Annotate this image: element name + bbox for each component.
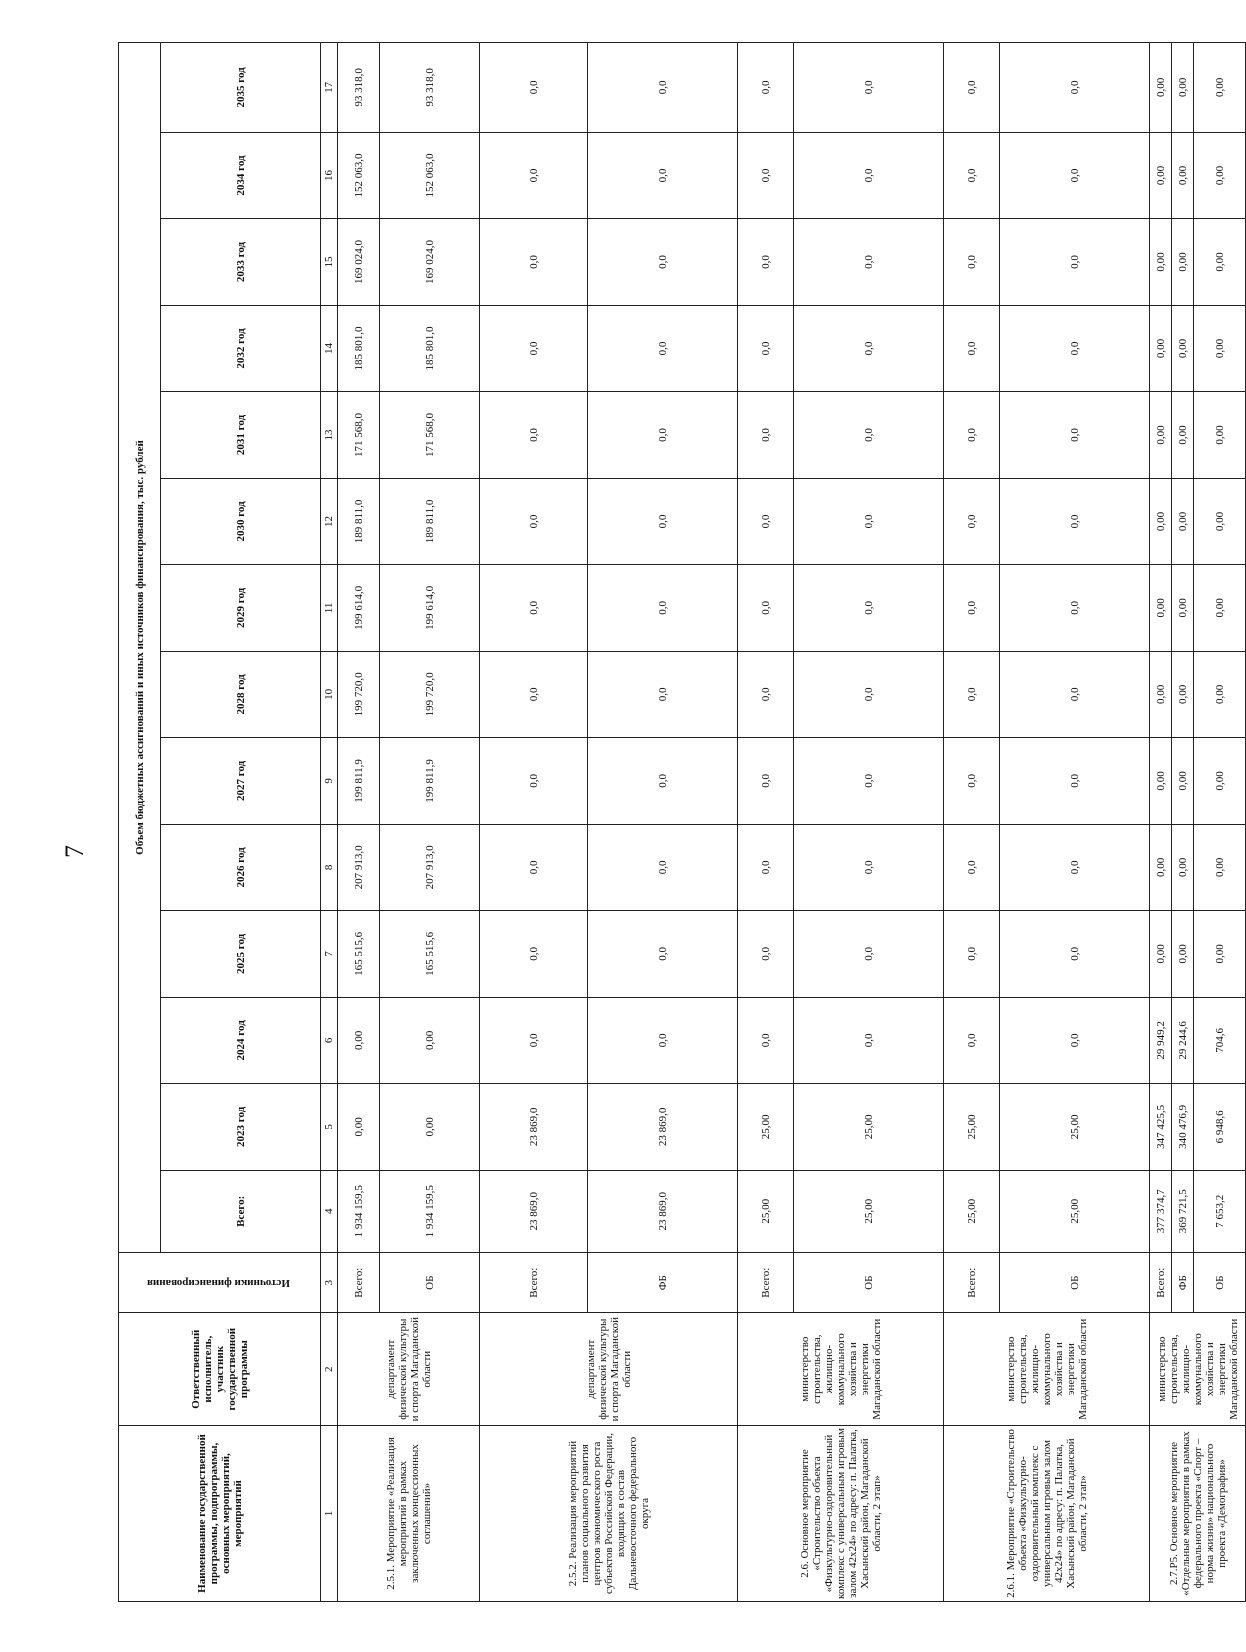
amount-cell: 0,0: [1000, 392, 1150, 478]
col-header-year: 2024 год: [161, 997, 321, 1083]
amount-cell: 25,00: [738, 1084, 794, 1170]
amount-cell: 93 318,0: [380, 43, 480, 133]
amount-cell: 0,0: [588, 911, 738, 997]
amount-cell: 0,00: [1194, 478, 1246, 564]
page-number: 7: [60, 845, 89, 858]
amount-cell: 0,0: [944, 911, 1000, 997]
row-executor: министерство строительства, жилищно-коммунального хозяйства и энергетики Магаданской области: [1150, 1313, 1246, 1426]
amount-cell: 189 811,0: [338, 478, 380, 564]
amount-cell: 0,0: [738, 651, 794, 737]
amount-cell: 0,00: [1194, 219, 1246, 305]
amount-cell: 0,00: [1194, 132, 1246, 218]
amount-cell: 0,0: [738, 911, 794, 997]
amount-cell: 25,00: [1000, 1084, 1150, 1170]
row-source: Всего:: [1150, 1253, 1172, 1313]
amount-cell: 0,00: [1150, 43, 1172, 133]
amount-cell: 0,0: [480, 651, 588, 737]
amount-cell: 6 948,6: [1194, 1084, 1246, 1170]
amount-cell: 0,0: [480, 132, 588, 218]
row-source: ОБ: [794, 1253, 944, 1313]
row-source: ОБ: [1194, 1253, 1246, 1313]
amount-cell: 25,00: [944, 1170, 1000, 1252]
amount-cell: 169 024,0: [338, 219, 380, 305]
table-row: [338, 43, 380, 1602]
column-number: 16: [321, 132, 338, 218]
col-header-year: 2033 год: [161, 219, 321, 305]
amount-cell: 0,00: [1194, 392, 1246, 478]
amount-cell: 0,0: [738, 305, 794, 391]
amount-cell: 0,0: [480, 565, 588, 651]
amount-cell: 23 869,0: [588, 1084, 738, 1170]
col-header-executor: Ответственный исполнитель, участник государственной программы: [119, 1313, 321, 1426]
col-header-year: 2032 год: [161, 305, 321, 391]
amount-cell: 0,0: [794, 392, 944, 478]
amount-cell: 169 024,0: [380, 219, 480, 305]
amount-cell: 25,00: [1000, 1170, 1150, 1252]
col-header-year: 2023 год: [161, 1084, 321, 1170]
amount-cell: 0,0: [480, 478, 588, 564]
amount-cell: 207 913,0: [380, 824, 480, 910]
amount-cell: 0,0: [480, 219, 588, 305]
amount-cell: 0,00: [1150, 911, 1172, 997]
row-source: ОБ: [1000, 1253, 1150, 1313]
amount-cell: 25,00: [794, 1084, 944, 1170]
column-number: 9: [321, 738, 338, 824]
col-header-year: 2025 год: [161, 911, 321, 997]
row-source: ОБ: [380, 1253, 480, 1313]
column-number: 13: [321, 392, 338, 478]
amount-cell: 0,0: [480, 392, 588, 478]
amount-cell: 0,0: [480, 911, 588, 997]
amount-cell: 93 318,0: [338, 43, 380, 133]
col-header-year: 2031 год: [161, 392, 321, 478]
amount-cell: 0,00: [1194, 43, 1246, 133]
amount-cell: 0,0: [480, 43, 588, 133]
row-item-name: 2.5.2. Реализация мероприятий планов социального развития центров экономического роста субъектов Российской Федерации, входящих в состав Дальневосточного федерального округа: [480, 1426, 738, 1602]
column-number: 6: [321, 997, 338, 1083]
amount-cell: 185 801,0: [380, 305, 480, 391]
amount-cell: 0,0: [944, 651, 1000, 737]
amount-cell: 199 811,9: [338, 738, 380, 824]
amount-cell: 347 425,5: [1150, 1084, 1172, 1170]
amount-cell: 0,0: [944, 132, 1000, 218]
column-number: 15: [321, 219, 338, 305]
amount-cell: 29 949,2: [1150, 997, 1172, 1083]
row-item-name: 2.7.Р5. Основное мероприятие «Отдельные мероприятия в рамках федерального проекта «Спорт – норма жизни» национального проекта «Демография»: [1150, 1426, 1246, 1602]
col-header-year: 2035 год: [161, 43, 321, 133]
amount-cell: 0,00: [1150, 651, 1172, 737]
amount-cell: 152 063,0: [338, 132, 380, 218]
amount-cell: 0,0: [1000, 824, 1150, 910]
col-header-year: 2030 год: [161, 478, 321, 564]
amount-cell: 0,0: [738, 392, 794, 478]
amount-cell: 0,0: [738, 824, 794, 910]
amount-cell: 0,0: [944, 43, 1000, 133]
amount-cell: 0,0: [738, 43, 794, 133]
column-number: 14: [321, 305, 338, 391]
amount-cell: 0,0: [588, 565, 738, 651]
amount-cell: 29 244,6: [1172, 997, 1194, 1083]
amount-cell: 0,0: [588, 738, 738, 824]
amount-cell: 0,0: [794, 43, 944, 133]
rotated-table-wrapper: [118, 42, 1240, 1602]
amount-cell: 0,0: [944, 738, 1000, 824]
column-number: 10: [321, 651, 338, 737]
table-row: [944, 43, 1000, 1602]
amount-cell: 199 720,0: [338, 651, 380, 737]
row-item-name: 2.6.1. Мероприятие «Строительство объекта «Физкультурно-оздоровительный комплекс с универсальным игровым залом 42х24» по адресу: п. Палатка, Хасынский район, Магаданской области, 2 этап»: [944, 1426, 1150, 1602]
amount-cell: 0,00: [1150, 392, 1172, 478]
col-header-group: Объем бюджетных ассигнований и иных источников финансирования, тыс. рублей: [119, 43, 161, 1253]
row-executor: министерство строительства, жилищно-коммунального хозяйства и энергетики Магаданской области: [738, 1313, 944, 1426]
financing-table: [118, 42, 1246, 1602]
amount-cell: 0,0: [588, 997, 738, 1083]
amount-cell: 1 934 159,5: [338, 1170, 380, 1252]
amount-cell: 0,0: [738, 565, 794, 651]
row-executor: департамент физической культуры и спорта Магаданской области: [480, 1313, 738, 1426]
amount-cell: 0,00: [1150, 738, 1172, 824]
amount-cell: 0,00: [1150, 132, 1172, 218]
amount-cell: 0,0: [1000, 478, 1150, 564]
amount-cell: 0,00: [1172, 911, 1194, 997]
amount-cell: 377 374,7: [1150, 1170, 1172, 1252]
amount-cell: 0,0: [1000, 565, 1150, 651]
row-source: ФБ: [1172, 1253, 1194, 1313]
amount-cell: 0,0: [738, 478, 794, 564]
row-executor: министерство строительства, жилищно-коммунального хозяйства и энергетики Магаданской области: [944, 1313, 1150, 1426]
amount-cell: 171 568,0: [338, 392, 380, 478]
amount-cell: 0,0: [588, 43, 738, 133]
amount-cell: 0,0: [794, 651, 944, 737]
row-source: Всего:: [944, 1253, 1000, 1313]
amount-cell: 0,0: [480, 305, 588, 391]
amount-cell: 0,0: [794, 219, 944, 305]
amount-cell: 171 568,0: [380, 392, 480, 478]
amount-cell: 0,0: [944, 392, 1000, 478]
amount-cell: 0,0: [588, 651, 738, 737]
amount-cell: 0,00: [1172, 219, 1194, 305]
amount-cell: 25,00: [738, 1170, 794, 1252]
col-header-year: 2028 год: [161, 651, 321, 737]
amount-cell: 0,0: [944, 565, 1000, 651]
column-number: 1: [321, 1426, 338, 1602]
col-header-total: Всего:: [161, 1170, 321, 1252]
amount-cell: 0,00: [1194, 305, 1246, 391]
amount-cell: 0,0: [794, 305, 944, 391]
amount-cell: 23 869,0: [480, 1170, 588, 1252]
amount-cell: 207 913,0: [338, 824, 380, 910]
amount-cell: 199 614,0: [338, 565, 380, 651]
amount-cell: 152 063,0: [380, 132, 480, 218]
amount-cell: 0,0: [1000, 997, 1150, 1083]
column-number: 5: [321, 1084, 338, 1170]
amount-cell: 199 811,9: [380, 738, 480, 824]
col-header-source: [119, 1253, 321, 1313]
amount-cell: 25,00: [794, 1170, 944, 1252]
amount-cell: 0,0: [588, 478, 738, 564]
amount-cell: 0,00: [1172, 478, 1194, 564]
amount-cell: 23 869,0: [480, 1084, 588, 1170]
row-source: Всего:: [338, 1253, 380, 1313]
amount-cell: 0,00: [1194, 651, 1246, 737]
amount-cell: 0,0: [944, 305, 1000, 391]
row-item-name: 2.5.1. Мероприятие «Реализация мероприятий в рамках заключенных концессионных соглашений»: [338, 1426, 480, 1602]
amount-cell: 0,00: [1172, 824, 1194, 910]
amount-cell: 0,00: [1150, 478, 1172, 564]
amount-cell: 23 869,0: [588, 1170, 738, 1252]
amount-cell: 0,0: [794, 565, 944, 651]
amount-cell: 0,0: [738, 132, 794, 218]
amount-cell: 25,00: [944, 1084, 1000, 1170]
column-number: 2: [321, 1313, 338, 1426]
amount-cell: 0,0: [1000, 911, 1150, 997]
amount-cell: 165 515,6: [380, 911, 480, 997]
amount-cell: 0,0: [738, 219, 794, 305]
column-number: 3: [321, 1253, 338, 1313]
amount-cell: 0,0: [1000, 43, 1150, 133]
amount-cell: 0,00: [1194, 565, 1246, 651]
amount-cell: 0,00: [338, 997, 380, 1083]
amount-cell: 1 934 159,5: [380, 1170, 480, 1252]
amount-cell: 0,0: [794, 132, 944, 218]
amount-cell: 0,0: [588, 392, 738, 478]
column-number-row: [321, 43, 338, 1602]
table-row: [1150, 43, 1172, 1602]
table-row: [480, 43, 588, 1602]
amount-cell: 185 801,0: [338, 305, 380, 391]
amount-cell: 0,00: [1150, 305, 1172, 391]
amount-cell: 7 653,2: [1194, 1170, 1246, 1252]
amount-cell: 0,0: [944, 997, 1000, 1083]
row-source: Всего:: [480, 1253, 588, 1313]
col-header-year: 2027 год: [161, 738, 321, 824]
amount-cell: 0,00: [1194, 738, 1246, 824]
col-header-source-label: Источники финансирования: [146, 1276, 290, 1289]
row-executor: департамент физической культуры и спорта Магаданской области: [338, 1313, 480, 1426]
amount-cell: 0,0: [480, 738, 588, 824]
col-header-name: Наименование государственной программы, подпрограммы, основных мероприятий, мероприятий: [119, 1426, 321, 1602]
amount-cell: 0,0: [588, 219, 738, 305]
amount-cell: 0,0: [1000, 305, 1150, 391]
col-header-year: 2026 год: [161, 824, 321, 910]
amount-cell: 0,0: [794, 997, 944, 1083]
col-header-year: 2034 год: [161, 132, 321, 218]
column-number: 17: [321, 43, 338, 133]
amount-cell: 199 614,0: [380, 565, 480, 651]
table-row: [738, 43, 794, 1602]
amount-cell: 0,0: [944, 824, 1000, 910]
row-source: ФБ: [588, 1253, 738, 1313]
amount-cell: 0,0: [944, 219, 1000, 305]
amount-cell: 189 811,0: [380, 478, 480, 564]
amount-cell: 165 515,6: [338, 911, 380, 997]
amount-cell: 199 720,0: [380, 651, 480, 737]
amount-cell: 704,6: [1194, 997, 1246, 1083]
amount-cell: 0,0: [588, 132, 738, 218]
amount-cell: 0,00: [1150, 565, 1172, 651]
column-number: 7: [321, 911, 338, 997]
amount-cell: 0,00: [1172, 392, 1194, 478]
amount-cell: 0,0: [738, 997, 794, 1083]
amount-cell: 0,00: [1172, 738, 1194, 824]
amount-cell: 0,00: [1194, 824, 1246, 910]
amount-cell: 369 721,5: [1172, 1170, 1194, 1252]
amount-cell: 0,00: [1172, 651, 1194, 737]
amount-cell: 0,00: [380, 997, 480, 1083]
amount-cell: 0,0: [588, 305, 738, 391]
amount-cell: 0,0: [944, 478, 1000, 564]
column-number: 11: [321, 565, 338, 651]
amount-cell: 0,00: [1172, 565, 1194, 651]
amount-cell: 0,00: [380, 1084, 480, 1170]
amount-cell: 0,00: [1150, 824, 1172, 910]
amount-cell: 0,00: [1172, 305, 1194, 391]
amount-cell: 0,00: [1172, 43, 1194, 133]
amount-cell: 0,0: [738, 738, 794, 824]
amount-cell: 0,00: [338, 1084, 380, 1170]
amount-cell: 0,0: [1000, 219, 1150, 305]
amount-cell: 0,00: [1194, 911, 1246, 997]
amount-cell: 0,0: [588, 824, 738, 910]
amount-cell: 0,0: [794, 824, 944, 910]
amount-cell: 0,0: [480, 997, 588, 1083]
table-body: [338, 43, 1246, 1602]
column-number: 4: [321, 1170, 338, 1252]
amount-cell: 0,00: [1150, 219, 1172, 305]
amount-cell: 340 476,9: [1172, 1084, 1194, 1170]
amount-cell: 0,0: [794, 911, 944, 997]
amount-cell: 0,0: [1000, 651, 1150, 737]
row-source: Всего:: [738, 1253, 794, 1313]
amount-cell: 0,00: [1172, 132, 1194, 218]
column-number: 8: [321, 824, 338, 910]
col-header-year: 2029 год: [161, 565, 321, 651]
column-number: 12: [321, 478, 338, 564]
amount-cell: 0,0: [794, 738, 944, 824]
row-item-name: 2.6. Основное мероприятие «Строительство объекта «Физкультурно-оздоровительный комплекс с универсальным игровым залом 42х24» по адресу: п. Палатка, Хасынский район, Магаданской области, 2 этап»: [738, 1426, 944, 1602]
amount-cell: 0,0: [1000, 738, 1150, 824]
amount-cell: 0,0: [480, 824, 588, 910]
amount-cell: 0,0: [1000, 132, 1150, 218]
amount-cell: 0,0: [794, 478, 944, 564]
